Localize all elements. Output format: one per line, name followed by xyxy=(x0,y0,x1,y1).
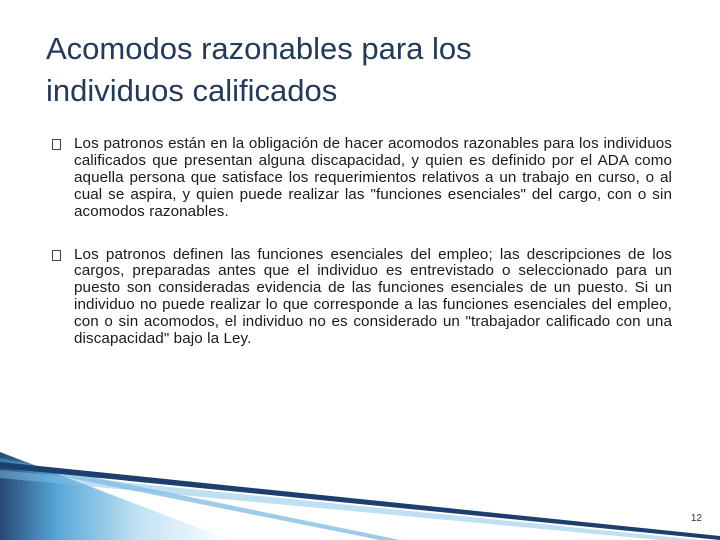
bullet-text: Los patronos están en la obligación de hacer acomodos razonables para los individuos calificados que presentan alguna discapacidad, y quien es definido por el ADA como aquella persona que satisface los requerimientos relativos a un trabajo en curso, o al cual se aspira, y quien puede realizar las "funciones esenciales" del cargo, con o sin acomodos razonables. xyxy=(74,135,672,220)
bullet-box-icon xyxy=(52,250,61,261)
decorative-wave-band xyxy=(0,450,720,540)
list-item xyxy=(50,136,672,221)
bullet-box-icon xyxy=(52,139,61,150)
bullet-text: Los patronos definen las funciones esenciales del empleo; las descripciones de los cargos, preparadas antes que el individuo es entrevistado o seleccionado para un puesto son consideradas evidencia de las funciones esenciales de un puesto. Si un individuo no puede realizar lo que corresponde a las funciones esenciales del empleo, con o sin acomodos, el individuo no es considerado un "trabajador calificado con una discapacidad" bajo la Ley. xyxy=(74,245,672,348)
list-item xyxy=(50,247,672,348)
bullet-list xyxy=(50,136,672,374)
slide-title-line-2: individuos calificados xyxy=(46,73,338,108)
slide-title-line-1: Acomodos razonables para los xyxy=(46,31,472,66)
page-number: 12 xyxy=(690,513,702,524)
slide-title xyxy=(46,28,686,112)
